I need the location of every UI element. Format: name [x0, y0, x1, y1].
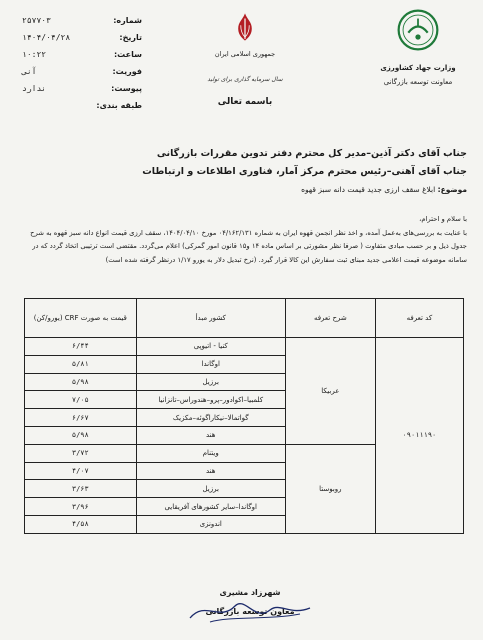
iran-emblem-icon: [228, 10, 262, 44]
addressee-2: جناب آقای آهنی–رئیس محترم مرکز آمار، فناوری اطلاعات و ارتباطات: [142, 166, 467, 177]
ministry-header: [368, 8, 468, 86]
meta-urgency: فوریت: آنی: [22, 67, 142, 76]
arabica-group: عربیکا: [285, 338, 375, 445]
meta-time: ساعت: ۱۰:۲۲: [22, 50, 142, 59]
price-cell: ۶/۶۷: [25, 409, 137, 427]
letter-body: [15, 213, 467, 267]
subject-line: [17, 185, 467, 194]
deputy-name: معاونت توسعه بازرگانی: [383, 78, 453, 86]
signatory-name: شهرزاد مشیری: [219, 588, 281, 597]
price-cell: ۷/۰۵: [25, 391, 137, 409]
price-cell: ۴/۰۷: [25, 462, 137, 480]
greeting: با سلام و احترام،: [419, 215, 467, 223]
tariff-code: ۰۹۰۱۱۱۹۰: [375, 338, 463, 534]
signatory-title: معاون توسعه بازرگانی: [205, 607, 295, 616]
year-motto: سال سرمایه گذاری برای تولید: [207, 76, 283, 83]
header-code: کد تعرفه: [375, 299, 463, 338]
country-cell: کلمبیا–اکوادور–پرو–هندوراس–تانزانیا: [136, 391, 285, 409]
country-cell: هند: [136, 462, 285, 480]
republic-label: جمهوری اسلامی ایران: [214, 50, 276, 58]
header-country: کشور مبدأ: [136, 299, 285, 338]
header-crf: قیمت به صورت CRF (یورو/کن): [25, 299, 137, 338]
header-description: شرح تعرفه: [285, 299, 375, 338]
price-cell: ۵/۹۸: [25, 373, 137, 391]
ministry-name: وزارت جهاد کشاورزی: [380, 64, 456, 72]
table-row: [25, 338, 464, 356]
country-cell: کنیا - اتیوپی: [136, 338, 285, 356]
meta-number: شماره: ۲۵۷۷۰۳: [22, 16, 142, 25]
meta-date: تاریخ: ۱۴۰۴/۰۴/۲۸: [22, 33, 142, 42]
price-cell: ۳/۹۶: [25, 498, 137, 516]
robusta-group: روبوستا: [285, 444, 375, 533]
subject-text: ابلاغ سقف ارزی جدید قیمت دانه سبز قهوه: [301, 185, 436, 194]
meta-classification: طبقه بندی:: [96, 101, 142, 110]
signature-scribble-icon: [150, 592, 350, 628]
letter-meta: [22, 12, 142, 114]
meta-attachment: پیوست: ندارد: [22, 84, 142, 93]
signature-block: [150, 588, 350, 616]
country-cell: ویتنام: [136, 444, 285, 462]
price-table: [24, 298, 464, 534]
price-cell: ۴/۵۸: [25, 515, 137, 533]
subject-label: موضوع:: [437, 185, 467, 194]
bismillah: باسمه تعالی: [217, 97, 273, 107]
country-cell: برزیل: [136, 480, 285, 498]
country-cell: اوگاندا–سایر کشورهای آفریقایی: [136, 498, 285, 516]
addressee-1: جناب آقای دکتر آذین–مدیر کل محترم دفتر تدوین مقررات بازرگانی: [156, 148, 467, 159]
country-cell: اوگاندا: [136, 355, 285, 373]
country-cell: برزیل: [136, 373, 285, 391]
government-header: [190, 10, 300, 107]
price-cell: ۵/۸۱: [25, 355, 137, 373]
price-cell: ۵/۹۸: [25, 426, 137, 444]
price-cell: ۳/۷۲: [25, 444, 137, 462]
table-header-row: [25, 299, 464, 338]
ministry-logo-icon: [396, 8, 440, 52]
country-cell: اندونزی: [136, 515, 285, 533]
country-cell: گواتمالا–نیکاراگوئه–مکزیک: [136, 409, 285, 427]
price-cell: ۳/۶۳: [25, 480, 137, 498]
body-paragraph: با عنایت به بررسی‌های به‌عمل آمده، و اخذ نظر انجمن قهوه ایران به شماره ۰۴/۱۶۲/۱۳۱ مورخ ۱۴۰۴/۰۴/۱۰، سقف ارزی قیمت انواع دانه سبز قهوه به شرح جدول ذیل و بر حسب مبادی متفاوت ( صرفا نظر مشورتی بر اساس ماده ۱۴ و۱۵ قانون امور گمرکی) اعلام می‌گردد. مقتضی است ترتیبی اتخاذ گردد که در سامانه موضوعه قیمت اعلامی جدید مبنای ثبت سفارش این کالا قرار گیرد. (نرخ تبدیل دلار به یورو ۱/۱۷ درنظر گرفته شده است): [30, 228, 467, 264]
price-cell: ۶/۴۴: [25, 338, 137, 356]
country-cell: هند: [136, 426, 285, 444]
